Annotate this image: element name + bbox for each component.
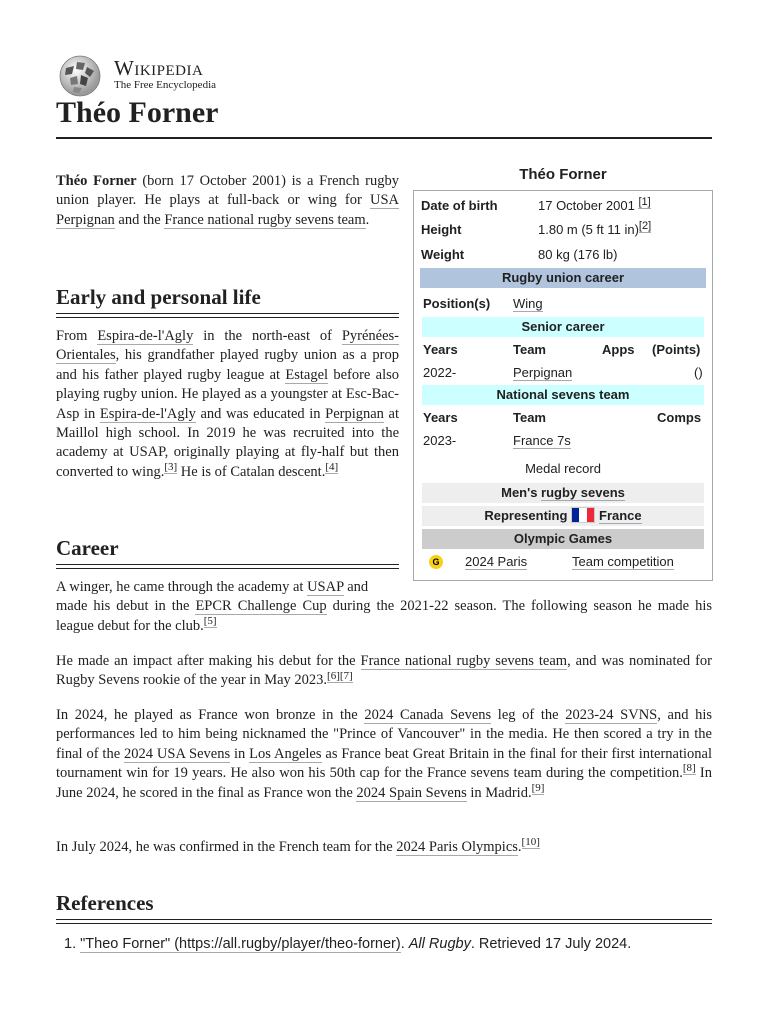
wrap-shim: A winger, he came through the academy at USAP and	[56, 579, 369, 595]
heading-rule	[56, 564, 399, 565]
col-team: Team	[513, 410, 546, 425]
band-senior-career: Senior career	[422, 317, 704, 337]
link-usa-perpignan[interactable]: USA Perpignan	[56, 192, 399, 228]
reference-4[interactable]: [4]	[325, 461, 339, 474]
band-rugby-union-career: Rugby union career	[420, 268, 706, 288]
band-national-sevens: National sevens team	[422, 385, 704, 405]
para-text: at Maillol high school. In 2019 he was recruited into the academy at USAP, originally playing at fly-half but then converted to wing.	[56, 405, 399, 480]
col-comps: Comps	[657, 410, 702, 425]
career-paragraph-4: In July 2024, he was confirmed in the French team for the 2024 Paris Olympics.[10]	[56, 836, 540, 855]
heading-early-life: Early and personal life	[56, 285, 261, 309]
intro-text: (born 17 October 2001) is a French rugby union player. He plays at full-back or wing for	[56, 173, 399, 209]
wikipedia-wordmark: Wikipedia	[114, 56, 204, 80]
wikipedia-logo[interactable]	[56, 54, 256, 94]
position-value	[513, 296, 543, 311]
reference-1[interactable]: [1]	[638, 195, 651, 208]
link-2024-spain-sevens[interactable]: 2024 Spain Sevens	[356, 784, 467, 801]
para-text: He is of Catalan descent.	[177, 463, 326, 480]
link-france-7s[interactable]: France 7s	[513, 433, 571, 448]
para-text: before also playing rugby union. He played as a youngster at Esc-Bac-Asp in	[56, 366, 399, 422]
link-epcr-challenge-cup[interactable]: EPCR Challenge Cup	[195, 598, 327, 615]
para-text: From	[56, 328, 98, 344]
early-life-paragraph	[56, 327, 399, 482]
page-title: Théo Forner	[56, 96, 219, 129]
career-paragraph-1: A winger, he came through the academy at USAP andmade his debut in the EPCR Challenge Cup during the 2021-22 season. The following season he made his league debut for the club.[5]	[56, 579, 713, 634]
career-paragraph-2: He made an impact after making his debut for the France national rugby sevens team, and was nominated for Rugby Sevens rookie of the year in May 2023.[6][7]	[56, 653, 712, 689]
intro-paragraph	[56, 172, 399, 230]
height-label: Height	[421, 222, 462, 237]
col-points: (Points)	[652, 342, 701, 357]
reference-7[interactable]: [7]	[339, 669, 353, 682]
sevens-years: 2023-	[423, 433, 457, 448]
col-years: Years	[423, 342, 458, 357]
senior-points: ()	[694, 365, 703, 380]
link-2024-paris[interactable]: 2024 Paris	[465, 554, 528, 569]
link-los-angeles[interactable]: Los Angeles	[249, 745, 322, 762]
references-list	[56, 936, 712, 952]
medal-sport-row: Men's rugby sevens	[422, 483, 704, 503]
link-2024-usa-sevens[interactable]: 2024 USA Sevens	[124, 745, 231, 762]
reference-10[interactable]: [10]	[521, 836, 540, 849]
link-2023-24-svns[interactable]: 2023-24 SVNS	[565, 707, 658, 723]
col-team: Team	[513, 342, 546, 357]
infobox-caption: Théo Forner	[519, 166, 607, 183]
link-usap[interactable]: USAP	[307, 579, 344, 595]
infobox	[413, 190, 713, 581]
subject-name: Théo Forner	[56, 173, 137, 189]
medal-row	[414, 553, 712, 573]
link-pyrenees-orientales[interactable]: Pyrénées-Orientales	[56, 328, 399, 364]
link-france-sevens[interactable]: France national rugby sevens team	[164, 211, 366, 228]
link-team-competition[interactable]: Team competition	[572, 554, 674, 569]
heading-career: Career	[56, 536, 119, 560]
dob-value: 17 October 2001 [1]	[538, 195, 651, 213]
dob-label: Date of birth	[421, 198, 498, 213]
medal-country-row: Representing France	[422, 506, 704, 526]
medal-record-toggle[interactable]: Medal record	[525, 461, 601, 476]
para-text: , his grandfather played rugby union as a prop and his father played rugby league at	[56, 347, 399, 383]
heading-rule	[56, 317, 399, 318]
para-text: in the north-east of	[193, 328, 342, 344]
para-text: and was educated in	[195, 405, 326, 422]
intro-text: .	[365, 211, 370, 228]
height-value: 1.80 m (5 ft 11 in)[2]	[538, 219, 652, 237]
reference-9[interactable]: [9]	[531, 781, 545, 794]
position-label: Position(s)	[423, 296, 491, 311]
link-espira-2[interactable]: Espira-de-l'Agly	[99, 405, 196, 422]
france-flag-icon	[571, 507, 595, 523]
reference-item: 1. "Theo Forner" (https://all.rugby/player/theo-forner). All Rugby. Retrieved 17 July 2024.	[64, 936, 632, 952]
wikipedia-globe-icon	[56, 54, 104, 98]
link-france-sevens-2[interactable]: France national rugby sevens team	[360, 653, 568, 669]
reference-link[interactable]: "Theo Forner" (https://all.rugby/player/theo-forner)	[80, 936, 401, 952]
weight-label: Weight	[421, 247, 465, 262]
career-paragraph-3: In 2024, he played as France won bronze in the 2024 Canada Sevens leg of the 2023-24 SVNS, and his performances led to him being nicknamed the "Prince of Vancouver" in the media. He then scored a try in the final of the 2024 USA Sevens in Los Angeles as France beat Great Britain in the final for their first international tournament win for 19 years. He also won his 50th cap for the France sevens team during the competition.[8] In June 2024, he scored in the final as France won the 2024 Spain Sevens in Madrid.[9]	[56, 707, 713, 801]
link-2024-canada-sevens[interactable]: 2024 Canada Sevens	[364, 707, 492, 723]
intro-text: and the	[114, 211, 165, 228]
reference-5[interactable]: [5]	[203, 614, 217, 627]
heading-rule	[56, 919, 712, 920]
link-espira[interactable]: Espira-de-l'Agly	[97, 328, 194, 344]
link-wing[interactable]: Wing	[513, 296, 543, 311]
title-divider	[56, 137, 712, 139]
heading-rule	[56, 568, 399, 569]
link-2024-paris-olympics[interactable]: 2024 Paris Olympics	[396, 839, 518, 855]
link-rugby-sevens[interactable]: rugby sevens	[541, 485, 625, 500]
reference-number: 1.	[64, 936, 77, 952]
weight-value: 80 kg (176 lb)	[538, 247, 618, 262]
reference-work: All Rugby	[408, 936, 471, 952]
reference-2[interactable]: [2]	[638, 219, 652, 232]
link-france-country[interactable]: France	[599, 508, 642, 523]
link-perpignan-club[interactable]: Perpignan	[513, 365, 573, 380]
reference-8[interactable]: [8]	[682, 762, 696, 775]
gold-medal-icon: G	[429, 555, 443, 569]
heading-rule	[56, 923, 712, 924]
reference-3[interactable]: [3]	[164, 461, 178, 474]
col-years: Years	[423, 410, 458, 425]
senior-years: 2022-	[423, 365, 457, 380]
link-perpignan[interactable]: Perpignan	[325, 405, 384, 422]
link-estagel[interactable]: Estagel	[285, 366, 329, 383]
heading-rule	[56, 313, 399, 314]
col-apps: Apps	[602, 342, 635, 357]
wikipedia-tagline: The Free Encyclopedia	[114, 79, 217, 91]
heading-references: References	[56, 891, 154, 915]
reference-6[interactable]: [6]	[327, 669, 340, 682]
band-olympic-games: Olympic Games	[422, 529, 704, 549]
